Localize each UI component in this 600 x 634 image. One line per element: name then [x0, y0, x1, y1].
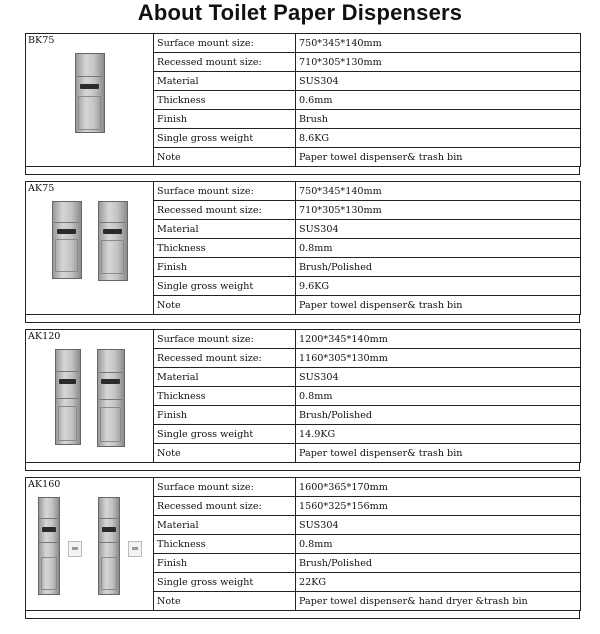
- spec-label: Finish: [154, 406, 296, 425]
- spec-table: [25, 33, 581, 167]
- spec-label: Note: [154, 444, 296, 463]
- spec-label: Finish: [154, 110, 296, 129]
- spec-label: Single gross weight: [154, 573, 296, 592]
- model-cell: [26, 34, 154, 167]
- spec-label: Recessed mount size:: [154, 53, 296, 72]
- page-title: About Toilet Paper Dispensers: [137, 0, 463, 25]
- spec-value: 710*305*130mm: [296, 53, 581, 72]
- table-row: [26, 34, 581, 53]
- table-separator: [25, 167, 580, 175]
- spec-value: Brush/Polished: [296, 258, 581, 277]
- spec-value: 0.8mm: [296, 387, 581, 406]
- spec-value: 1160*305*130mm: [296, 349, 581, 368]
- spec-label: Thickness: [154, 91, 296, 110]
- spec-value: 9.6KG: [296, 277, 581, 296]
- hand-dryer-image: [68, 541, 82, 557]
- spec-value: 1600*365*170mm: [296, 478, 581, 497]
- spec-label: Note: [154, 148, 296, 167]
- model-cell: [26, 330, 154, 463]
- product-image: [38, 497, 60, 595]
- table-row: [26, 478, 581, 497]
- spec-value: 0.6mm: [296, 91, 581, 110]
- model-cell: [26, 182, 154, 315]
- table-separator: [25, 611, 580, 619]
- model-name: AK160: [28, 479, 61, 490]
- hand-dryer-image: [128, 541, 142, 557]
- spec-value: 1200*345*140mm: [296, 330, 581, 349]
- product-block-bk75: [25, 33, 580, 167]
- product-image: [75, 53, 105, 133]
- model-name: BK75: [28, 35, 55, 46]
- spec-label: Thickness: [154, 387, 296, 406]
- product-image: [98, 201, 128, 281]
- product-image: [55, 349, 81, 445]
- spec-value: SUS304: [296, 220, 581, 239]
- spec-value: 8.6KG: [296, 129, 581, 148]
- spec-value: Paper towel dispenser& trash bin: [296, 148, 581, 167]
- product-block-ak75: [25, 181, 580, 315]
- product-photos: [28, 201, 151, 281]
- spec-value: SUS304: [296, 516, 581, 535]
- spec-label: Note: [154, 592, 296, 611]
- product-image: [97, 349, 125, 447]
- spec-value: 14.9KG: [296, 425, 581, 444]
- spec-label: Material: [154, 516, 296, 535]
- spec-label: Material: [154, 72, 296, 91]
- spec-value: Brush: [296, 110, 581, 129]
- product-image: [52, 201, 82, 279]
- spec-label: Single gross weight: [154, 277, 296, 296]
- spec-label: Single gross weight: [154, 129, 296, 148]
- product-image: [98, 497, 120, 595]
- spec-label: Surface mount size:: [154, 330, 296, 349]
- spec-label: Surface mount size:: [154, 34, 296, 53]
- table-row: [26, 182, 581, 201]
- spec-label: Material: [154, 368, 296, 387]
- spec-value: Paper towel dispenser& trash bin: [296, 296, 581, 315]
- spec-value: 750*345*140mm: [296, 182, 581, 201]
- spec-value: Brush/Polished: [296, 554, 581, 573]
- spec-label: Recessed mount size:: [154, 201, 296, 220]
- model-name: AK75: [28, 183, 55, 194]
- table-separator: [25, 315, 580, 323]
- spec-table: [25, 477, 581, 611]
- model-name: AK120: [28, 331, 61, 342]
- spec-label: Thickness: [154, 239, 296, 258]
- spec-label: Material: [154, 220, 296, 239]
- spec-value: 1560*325*156mm: [296, 497, 581, 516]
- spec-value: SUS304: [296, 72, 581, 91]
- spec-value: Paper towel dispenser& trash bin: [296, 444, 581, 463]
- product-block-ak160: [25, 477, 580, 611]
- spec-value: Paper towel dispenser& hand dryer &trash bin: [296, 592, 581, 611]
- product-photos: [28, 349, 151, 447]
- spec-label: Recessed mount size:: [154, 349, 296, 368]
- spec-label: Surface mount size:: [154, 478, 296, 497]
- table-separator: [25, 463, 580, 471]
- spec-value: 0.8mm: [296, 535, 581, 554]
- spec-label: Finish: [154, 554, 296, 573]
- spec-value: 750*345*140mm: [296, 34, 581, 53]
- spec-value: Brush/Polished: [296, 406, 581, 425]
- model-cell: [26, 478, 154, 611]
- spec-table: [25, 329, 581, 463]
- spec-value: 22KG: [296, 573, 581, 592]
- spec-label: Thickness: [154, 535, 296, 554]
- product-photos: [28, 497, 151, 595]
- spec-label: Recessed mount size:: [154, 497, 296, 516]
- table-row: [26, 330, 581, 349]
- spec-value: 710*305*130mm: [296, 201, 581, 220]
- spec-value: SUS304: [296, 368, 581, 387]
- product-block-ak120: [25, 329, 580, 463]
- product-photos: [28, 53, 151, 133]
- spec-label: Finish: [154, 258, 296, 277]
- spec-label: Surface mount size:: [154, 182, 296, 201]
- spec-table: [25, 181, 581, 315]
- spec-label: Single gross weight: [154, 425, 296, 444]
- spec-label: Note: [154, 296, 296, 315]
- spec-value: 0.8mm: [296, 239, 581, 258]
